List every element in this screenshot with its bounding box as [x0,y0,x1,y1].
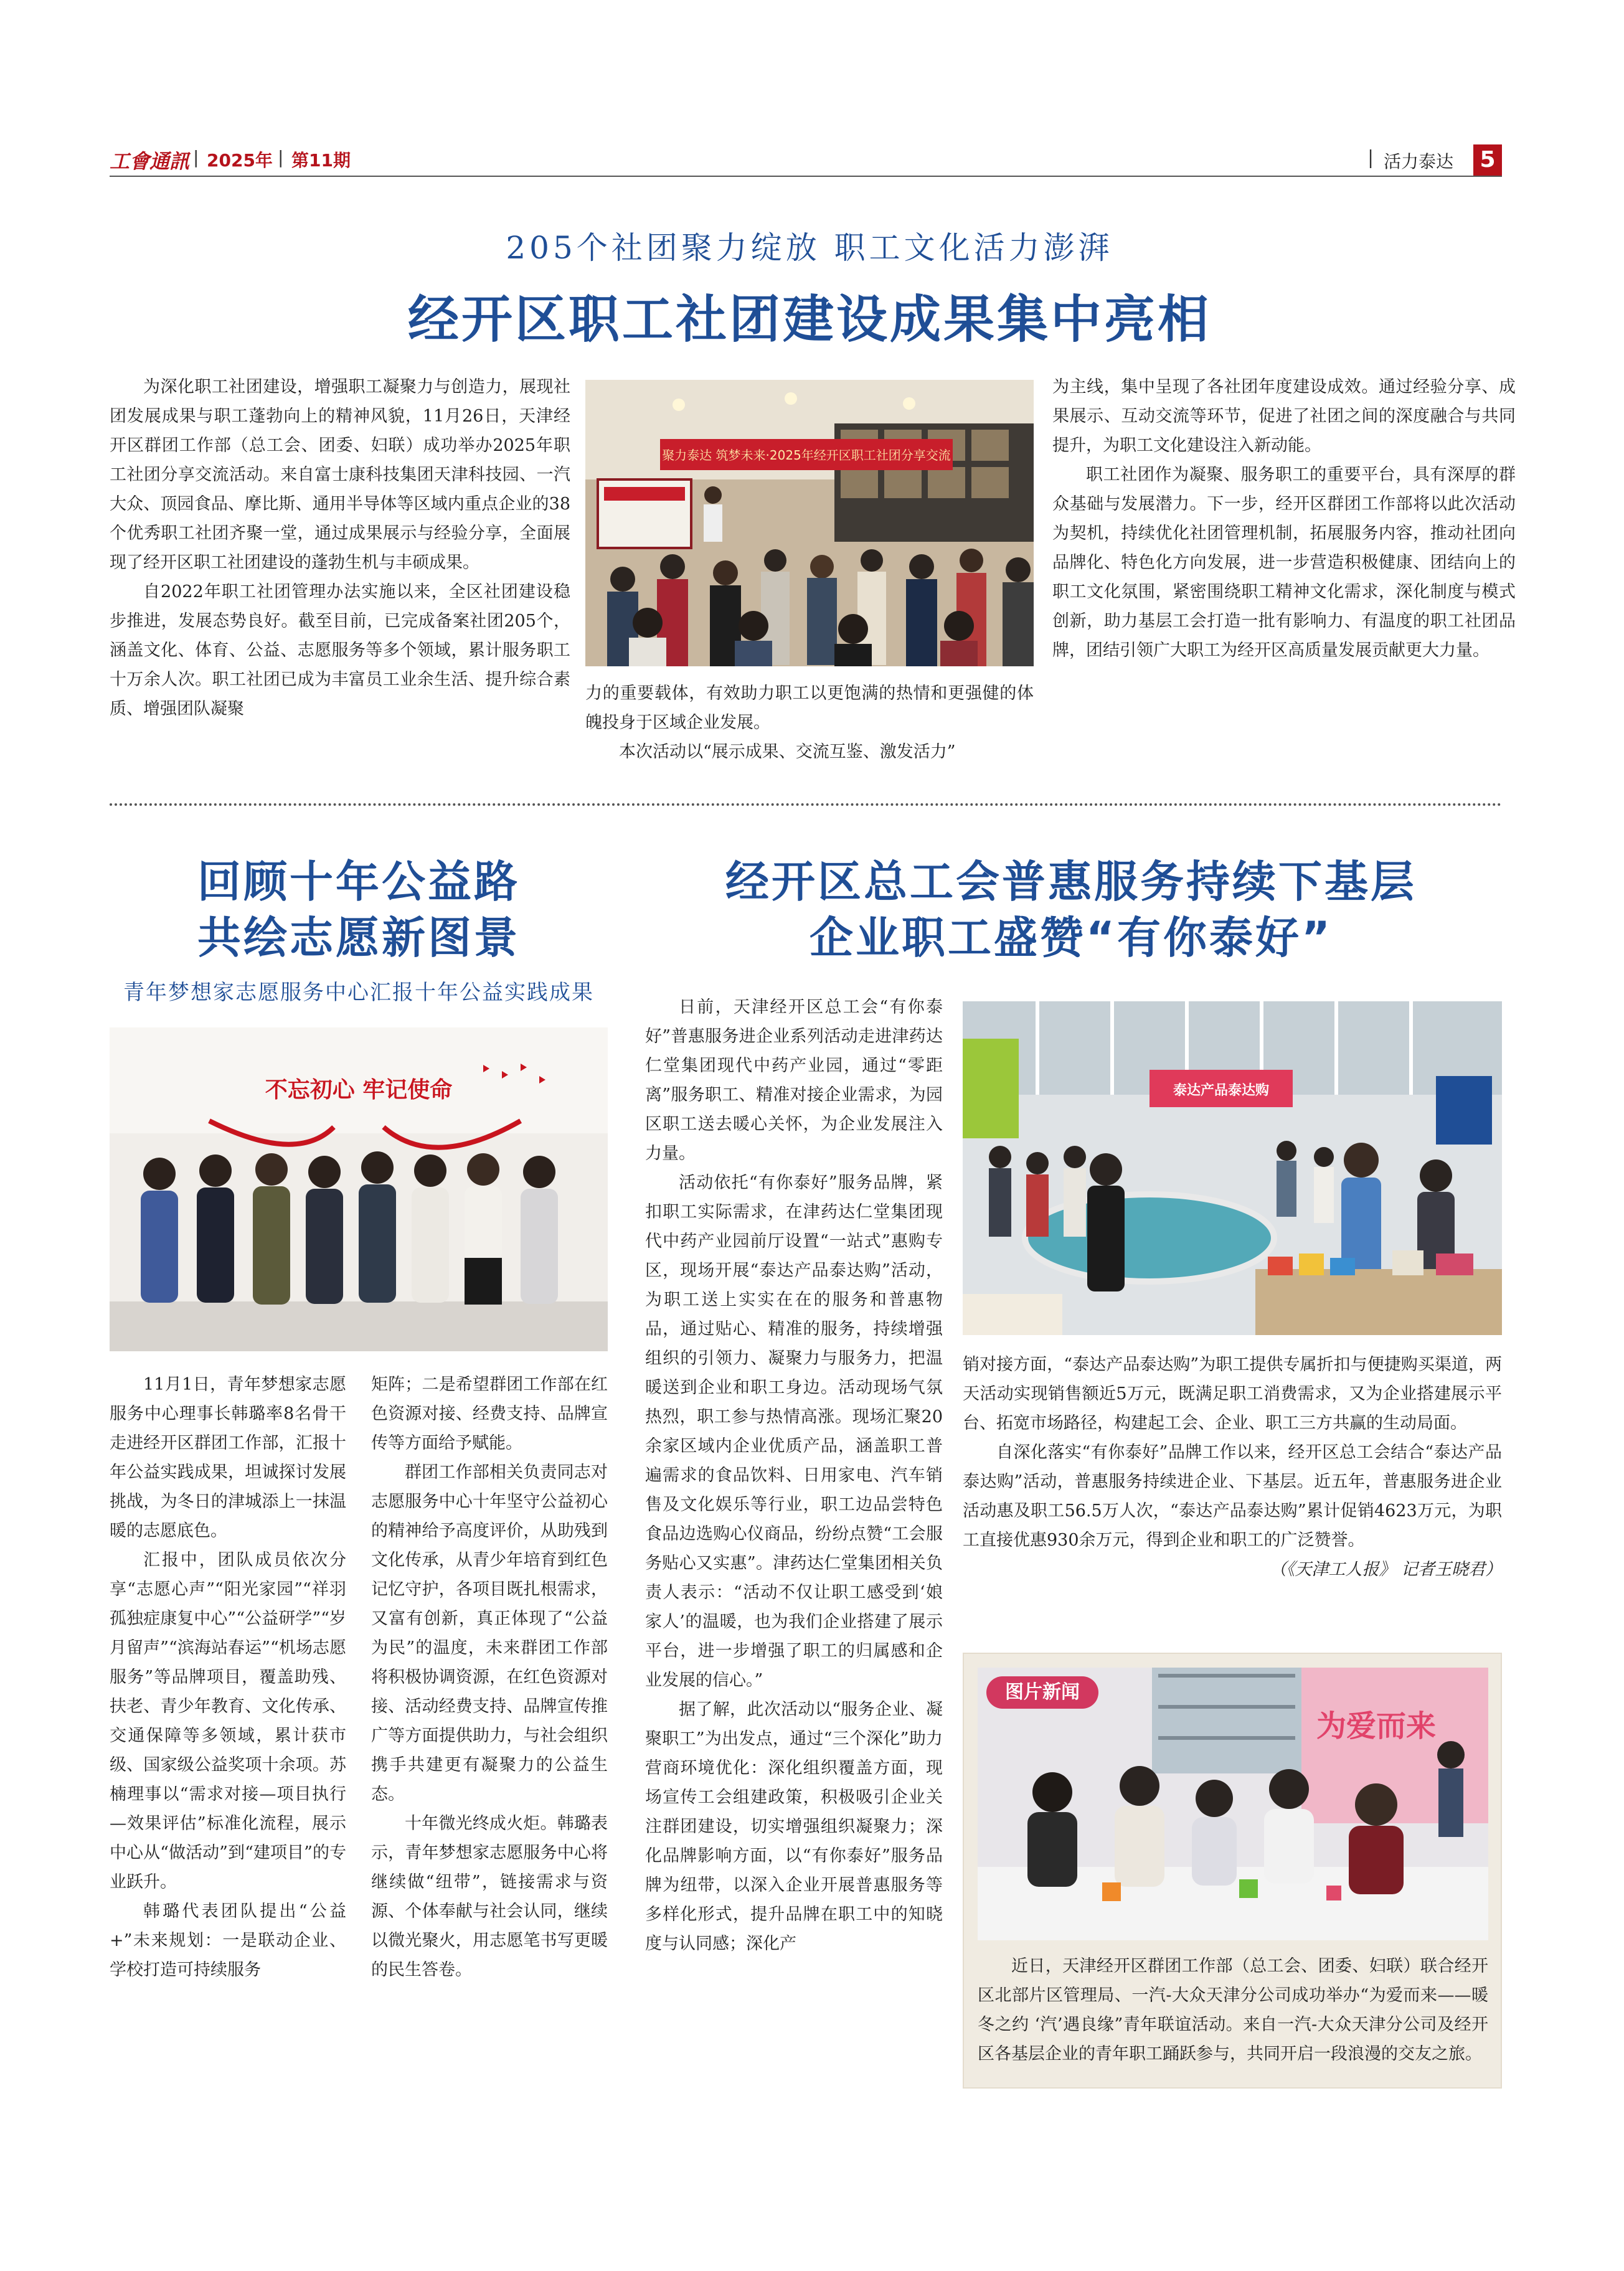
article2-column-1 [110,1370,346,1985]
section-name: 活力泰达 [1384,151,1454,172]
photo-news-tag: 图片新闻 [986,1676,1098,1709]
photo-news-caption [978,1952,1488,2069]
article2-paragraph: 韩璐代表团队提出“公益+”未来规划：一是联动企业、学校打造可持续服务 [110,1902,346,1980]
section-separator [110,803,1502,806]
article3-column-1 [645,993,943,1958]
photo-news-caption-text: 近日，天津经开区群团工作部（总工会、团委、妇联）联合经开区北部片区管理局、一汽-大众天津分公司成功举办“为爱而来——暖冬之约 ‘汽’遇良缘”青年联谊活动。来自一汽-大众天津分公司及经开区各基层企业的青年职工踊跃参与，共同开启一段浪漫的交友之旅。 [978,1957,1488,2064]
article2-title-line1: 回顾十年公益路 [197,856,520,907]
article1-right-column [1052,372,1516,665]
article1-title: 经开区职工社团建设成果集中亮相 [407,290,1211,349]
article3-paragraph: 日前，天津经开区总工会“有你泰好”普惠服务进企业系列活动走进津药达仁堂集团现代中药产业园，通过“零距离”服务职工、精准对接企业需求，为园区职工送去暖心关怀，为企业发展注入力量。 [645,998,943,1163]
photo-news-box [963,1653,1502,2089]
article1-paragraph: 职工社团作为凝聚、服务职工的重要平台，具有深厚的群众基础与发展潜力。下一步，经开区群团工作部将以此次活动为契机，持续优化社团管理机制，拓展服务内容，推动社团向品牌化、特色化方向发展，进一步营造积极健康、团结向上的职工文化氛围，紧密围绕职工精神文化需求，深化制度与模式创新，助力基层工会打造一批有影响力、有温度的职工社团品牌，团结引领广大职工为经开区高质量发展贡献更大力量。 [1052,465,1516,660]
article2-paragraph: 11月1日，青年梦想家志愿服务中心理事长韩璐率8名骨干走进经开区群团工作部，汇报十年公益实践成果，坦诚探讨发展挑战，为冬日的津城添上一抹温暖的志愿底色。 [110,1375,346,1541]
article1-photo-banner: 聚力泰达 筑梦未来·2025年经开区职工社团分享交流 [662,448,951,463]
article1-paragraph: 自2022年职工社团管理办法实施以来，全区社团建设稳步推进，发展态势良好。截至目前，已完成备案社团205个，涵盖文化、体育、公益、志愿服务等多个领域，累计服务职工十万余人次。职工社团已成为丰富员工业余生活、提升综合素质、增强团队凝聚 [110,582,570,719]
article2-paragraph: 汇报中，团队成员依次分享“志愿心声”“阳光家园”“祥羽孤独症康复中心”“公益研学”“岁月留声”“滨海站春运”“机场志愿服务”等品牌项目，覆盖助残、扶老、青少年教育、文化传承、交通保障等多领域，累计获市级、国家级公益奖项十余项。苏楠理事以“需求对接—项目执行—效果评估”标准化流程，展示中心从“做活动”到“建项目”的专业跃升。 [110,1551,346,1892]
article3-title-line2: 企业职工盛赞“有你泰好” [809,912,1333,963]
article2-column-2 [371,1370,608,1985]
article2-paragraph: 群团工作部相关负责同志对志愿服务中心十年坚守公益初心的精神给予高度评价，从助残到文化传承，从青少年培育到红色记忆守护，各项目既扎根需求，又富有创新，真正体现了“公益为民”的温度，未来群团工作部将积极协调资源，在红色资源对接、活动经费支持、品牌宣传推广等方面提供助力，与社会组织携手共建更有凝聚力的公益生态。 [371,1463,608,1804]
page-number: 5 [1473,144,1502,176]
header-rule [110,176,1502,177]
masthead-year: 2025年 [207,150,273,171]
article3-paragraph: 活动依托“有你泰好”服务品牌，紧扣职工实际需求，在津药达仁堂集团现代中药产业园前厅设置“一站式”惠购专区，现场开展“泰达产品泰达购”活动，为职工送上实实在在的服务和普惠物品，通过贴心、精准的服务，持续增强组织的引领力、凝聚力与服务力，把温暖送到企业和职工身边。活动现场气氛热烈，职工参与热情高涨。现场汇聚20余家区域内企业优质产品，涵盖职工普遍需求的食品饮料、日用家电、汽车销售及文化娱乐等行业，职工边品尝特色食品边选购心仪商品，纷纷点赞“工会服务贴心又实惠”。津药达仁堂集团相关负责人表示：“活动不仅让职工感受到‘娘家人’的温暖，也为我们企业搭建了展示平台，进一步增强了职工的归属感和企业发展的信心。” [645,1173,943,1690]
article2-paragraph: 十年微光终成火炬。韩璐表示，青年梦想家志愿服务中心将继续做“纽带”，链接需求与资源、个体奉献与社会认同，继续以微光聚火，用志愿笔书写更暖的民生答卷。 [371,1814,608,1980]
article2-photo-banner: 不忘初心 牢记使命 [265,1077,453,1103]
article1-paragraph: 为主线，集中呈现了各社团年度建设成效。通过经验分享、成果展示、互动交流等环节，促进了社团之间的深度融合与共同提升，为职工文化建设注入新动能。 [1052,377,1516,455]
article1-paragraph: 为深化职工社团建设，增强职工凝聚力与创造力，展现社团发展成果与职工蓬勃向上的精神风貌，11月26日，天津经开区群团工作部（总工会、团委、妇联）成功举办2025年职工社团分享交流活动。来自富士康科技集团天津科技园、一汽大众、顶园食品、摩比斯、通用半导体等区域内重点企业的38个优秀职工社团齐聚一堂，通过成果展示与经验分享，全面展现了经开区职工社团建设的蓬勃生机与丰硕成果。 [110,377,570,572]
article1-left-column [110,372,570,724]
article2-paragraph: 矩阵；二是希望群团工作部在红色资源对接、经费支持、品牌宣传等方面给予赋能。 [371,1375,608,1453]
article1-middle-column [585,679,1034,767]
masthead-divider: | [193,147,199,168]
article3-photo [963,1001,1502,1335]
article1-photo [585,380,1034,666]
article3-title-line1: 经开区总工会普惠服务持续下基层 [725,856,1417,907]
article3-photo-banner: 泰达产品泰达购 [1173,1083,1270,1098]
masthead-issue: 第11期 [291,150,351,171]
article1-paragraph: 力的重要载体，有效助力职工以更饱满的热情和更强健的体魄投身于区域企业发展。 [585,684,1034,732]
article2-subtitle: 青年梦想家志愿服务中心汇报十年公益实践成果 [123,980,594,1005]
article3-paragraph: 销对接方面，“泰达产品泰达购”为职工提供专属折扣与便捷购买渠道，两天活动实现销售额近5万元，既满足职工消费需求，又为企业搭建展示平台、拓宽市场路径，构建起工会、企业、职工三方共赢的生动局面。 [963,1355,1502,1433]
article2-title-line2: 共绘志愿新图景 [197,912,520,963]
article2-photo [110,1027,608,1351]
article3-column-2 [963,1350,1502,1584]
photo-news-banner: 为爱而来 [1316,1709,1437,1744]
article1-kicker: 205个社团聚力绽放 职工文化活力澎湃 [506,230,1113,266]
article3-credit: （《天津工人报》 记者王晓君） [1269,1560,1502,1579]
masthead-logo: 工會通訊 [110,149,190,173]
masthead-divider: | [278,147,284,168]
article1-paragraph: 本次活动以“展示成果、交流互鉴、激发活力” [619,742,956,762]
article3-paragraph: 据了解，此次活动以“服务企业、凝聚职工”为出发点，通过“三个深化”助力营商环境优化：深化组织覆盖方面，现场宣传工会组建政策，积极吸引企业关注群团建设，切实增强组织凝聚力；深化品牌影响方面，以“有你泰好”服务品牌为纽带，以深入企业开展普惠服务等多样化形式，提升品牌在职工中的知晓度与认同感；深化产 [645,1700,943,1953]
article3-paragraph: 自深化落实“有你泰好”品牌工作以来，经开区总工会结合“泰达产品泰达购”活动，普惠服务持续进企业、下基层。近五年，普惠服务进企业活动惠及职工56.5万人次，“泰达产品泰达购”累计促销4623万元，为职工直接优惠930余万元，得到企业和职工的广泛赞誉。 [963,1443,1502,1550]
section-divider: | [1367,147,1374,169]
